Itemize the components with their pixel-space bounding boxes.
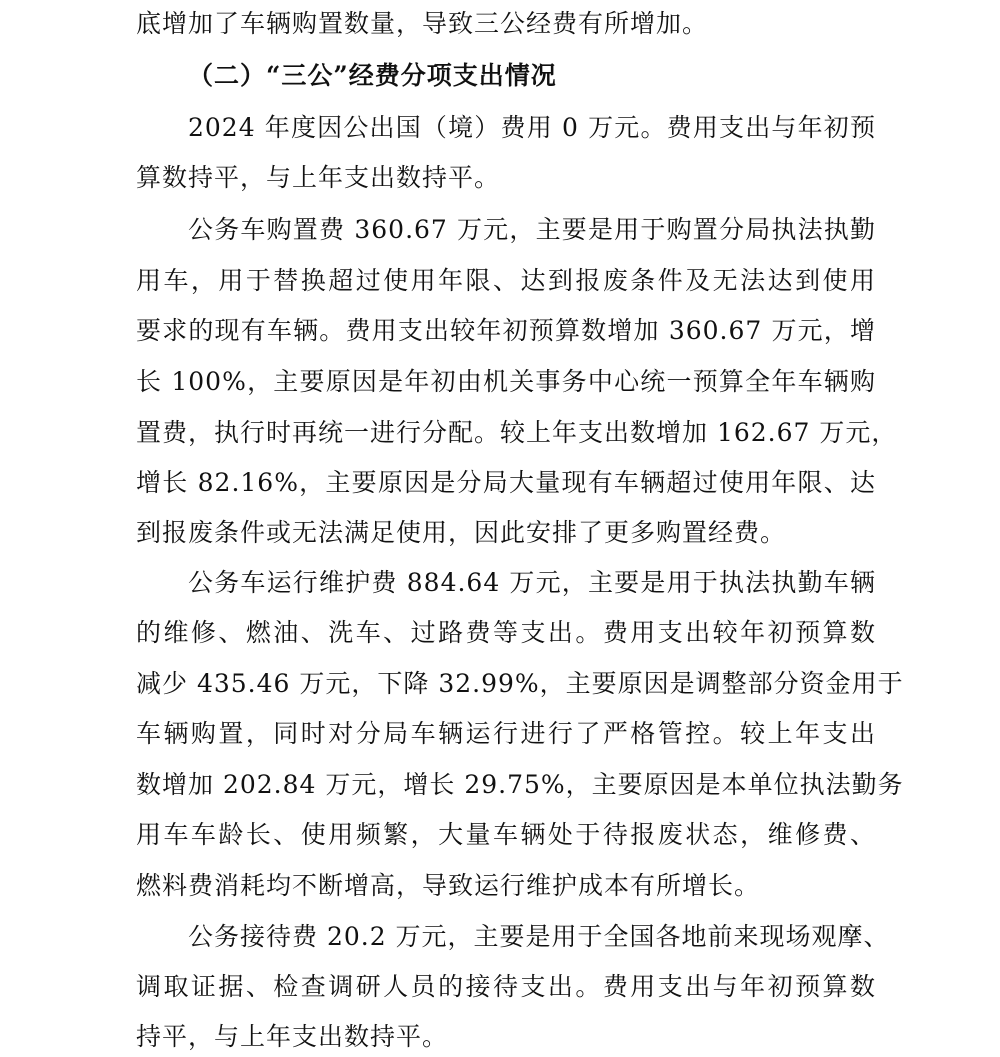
paragraph-line: 的维修、燃油、洗车、过路费等支出。费用支出较年初预算数 bbox=[136, 618, 876, 647]
paragraph-line: 燃料费消耗均不断增高，导致运行维护成本有所增长。 bbox=[136, 871, 761, 900]
paragraph-line: 置费，执行时再统一进行分配。较上年支出数增加 162.67 万元， bbox=[136, 418, 898, 447]
paragraph-line: 公务车运行维护费 884.64 万元，主要是用于执法执勤车辆 bbox=[188, 568, 876, 597]
paragraph-line: 减少 435.46 万元，下降 32.99%，主要原因是调整部分资金用于 bbox=[136, 669, 904, 698]
paragraph-line: 用车，用于替换超过使用年限、达到报废条件及无法达到使用 bbox=[136, 266, 876, 295]
paragraph-line: 用车车龄长、使用频繁，大量车辆处于待报废状态，维修费、 bbox=[136, 820, 876, 849]
paragraph-line: 底增加了车辆购置数量，导致三公经费有所增加。 bbox=[136, 9, 709, 38]
paragraph-line: 车辆购置，同时对分局车辆运行进行了严格管控。较上年支出 bbox=[136, 719, 876, 748]
paragraph-line: 要求的现有车辆。费用支出较年初预算数增加 360.67 万元，增 bbox=[136, 316, 876, 345]
paragraph-line: 持平，与上年支出数持平。 bbox=[136, 1022, 449, 1051]
paragraph-line: 数增加 202.84 万元，增长 29.75%，主要原因是本单位执法勤务 bbox=[136, 770, 904, 799]
paragraph-line: 到报废条件或无法满足使用，因此安排了更多购置经费。 bbox=[136, 518, 787, 547]
paragraph-line: 长 100%，主要原因是年初由机关事务中心统一预算全年车辆购 bbox=[136, 367, 876, 396]
paragraph-line: 调取证据、检查调研人员的接待支出。费用支出与年初预算数 bbox=[136, 972, 876, 1001]
paragraph-line: 增长 82.16%，主要原因是分局大量现有车辆超过使用年限、达 bbox=[136, 468, 876, 497]
paragraph-line: 公务车购置费 360.67 万元，主要是用于购置分局执法执勤 bbox=[188, 215, 876, 244]
paragraph-line: 公务接待费 20.2 万元，主要是用于全国各地前来现场观摩、 bbox=[188, 922, 890, 951]
section-heading: （二）“三公”经费分项支出情况 bbox=[188, 61, 557, 90]
paragraph-line: 算数持平，与上年支出数持平。 bbox=[136, 163, 501, 192]
paragraph-line: 2024 年度因公出国（境）费用 0 万元。费用支出与年初预 bbox=[188, 113, 876, 142]
